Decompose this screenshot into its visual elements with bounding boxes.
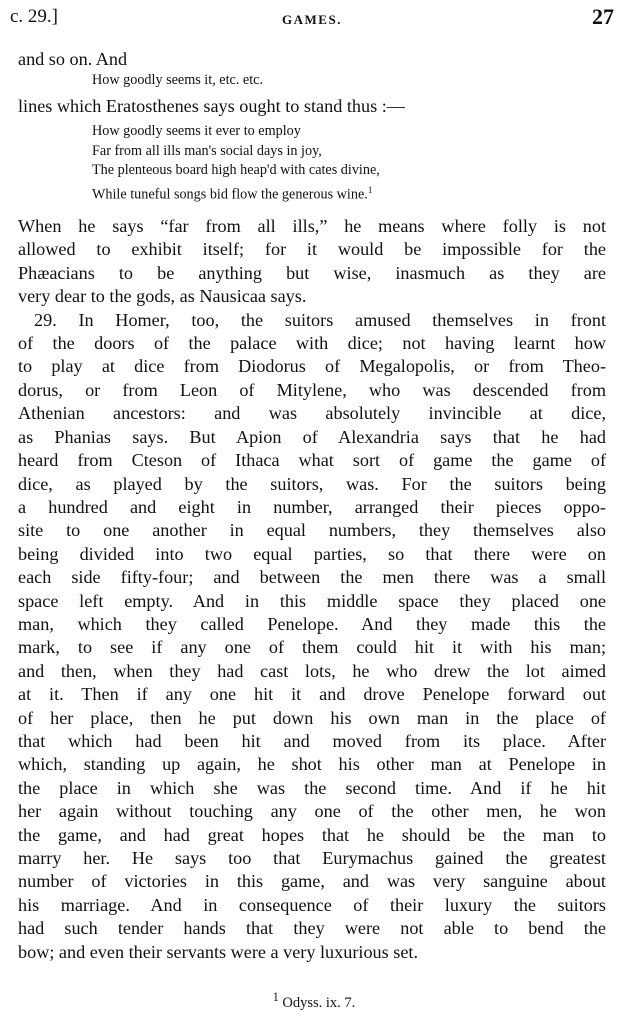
text-line: to play at dice from Diodorus of Megalopolis, or from Theo- — [18, 356, 606, 377]
text-line: lines which Eratosthenes says ought to stand thus :— — [18, 95, 405, 116]
verse-line: How goodly seems it, etc. etc. — [92, 72, 263, 89]
verse-block — [18, 122, 606, 205]
text-line: space left empty. And in this middle space they placed one — [18, 590, 606, 611]
text-line: dice, as played by the suitors, was. For the suitors being — [18, 473, 606, 494]
text-line: each side fifty-four; and between the men there was a small — [18, 567, 606, 588]
text-line: of her place, then he put down his own man in the place of — [18, 707, 606, 728]
paragraph-2 — [18, 309, 606, 964]
text-line: that which had been hit and moved from its place. After — [18, 730, 606, 751]
text-line: man, which they called Penelope. And they made this the — [18, 613, 606, 634]
verse-line: The plenteous board high heap'd with cates divine, — [92, 162, 380, 179]
footnote-marker: 1 — [272, 990, 279, 1004]
verse-line: How goodly seems it ever to employ — [92, 123, 301, 140]
text-line: had such tender hands that they were not able to bend the — [18, 918, 606, 939]
text-line: number of victories in this game, and was very sanguine about — [18, 871, 606, 892]
text-line: 29. In Homer, too, the suitors amused themselves in front — [34, 309, 606, 330]
text-line: his marriage. And in consequence of their luxury the suitors — [18, 894, 606, 915]
text-line: and then, when they had cast lots, he who drew the lot aimed — [18, 660, 606, 681]
text-line: as Phanias says. But Apion of Alexandria says that he had — [18, 426, 606, 447]
paragraph-1 — [18, 215, 606, 309]
footnote-text: Odyss. ix. 7. — [282, 994, 356, 1011]
chapter-reference: c. 29.] — [10, 6, 59, 27]
text-line: being divided into two equal parties, so that there were on — [18, 543, 606, 564]
text-line: site to one another in equal numbers, they themselves also — [18, 520, 606, 541]
text-line: Phæacians to be anything but wise, inasmuch as they are — [18, 262, 606, 283]
text-line: very dear to the gods, as Nausicaa says. — [18, 286, 307, 307]
text-line: the place in which she was the second time. And if he hit — [18, 777, 606, 798]
page-number: 27 — [592, 4, 614, 29]
verse-line-with-note — [18, 181, 606, 205]
text-line: which, standing up again, he shot his other man at Penelope in — [18, 754, 606, 775]
text-line: a hundred and eight in number, arranged their pieces oppo- — [18, 496, 606, 517]
text-line: of the doors of the palace with dice; not having learnt how — [18, 333, 606, 354]
text-line: dorus, or from Leon of Mitylene, who was descended from — [18, 379, 606, 400]
running-title: GAMES. — [282, 12, 342, 27]
text-line: at it. Then if any one hit it and drove Penelope forward out — [18, 684, 606, 705]
text-line: bow; and even their servants were a very luxurious set. — [18, 941, 419, 962]
page-body — [18, 48, 606, 964]
text-line: allowed to exhibit itself; for it would be impossible for the — [18, 239, 606, 260]
verse-line: Far from all ills man's social days in joy, — [92, 142, 322, 159]
verse-line-text: While tuneful songs bid flow the generous wine. — [92, 186, 368, 203]
text-line: marry her. He says too that Eurymachus gained the greatest — [18, 848, 606, 869]
text-line: her again without touching any one of the other men, he won — [18, 801, 606, 822]
page-header — [10, 4, 614, 34]
text-line: the game, and had great hopes that he should be the man to — [18, 824, 606, 845]
text-line: When he says “far from all ills,” he means where folly is not — [18, 216, 606, 237]
text-line: mark, to see if any one of them could hit it with his man; — [18, 637, 606, 658]
text-line: and so on. And — [18, 49, 128, 69]
text-line: Athenian ancestors: and was absolutely invincible at dice, — [18, 403, 606, 424]
footnote — [0, 990, 628, 1012]
footnote-marker: 1 — [367, 184, 373, 195]
text-line: heard from Cteson of Ithaca what sort of game the game of — [18, 450, 606, 471]
